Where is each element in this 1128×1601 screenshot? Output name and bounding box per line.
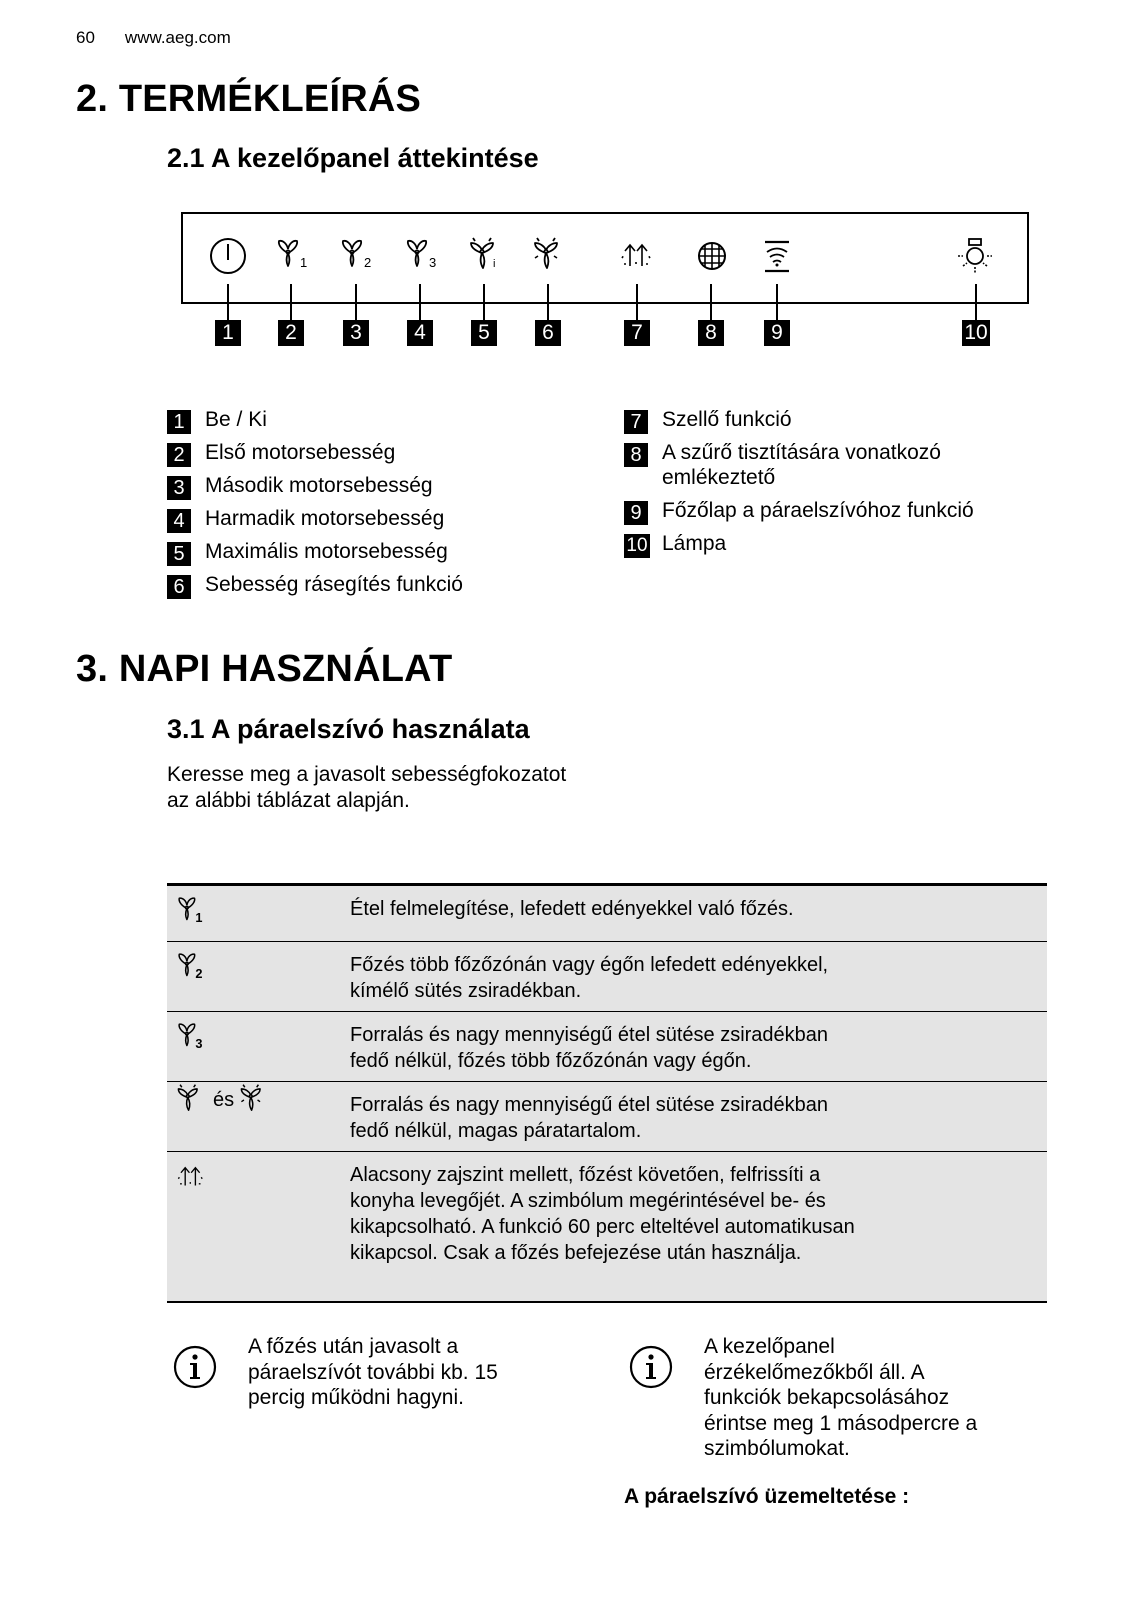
legend-item bbox=[624, 408, 1024, 433]
fan-boost-icon bbox=[238, 1083, 272, 1117]
leader-line bbox=[636, 284, 638, 320]
legend-label: Maximális motorsebesség bbox=[205, 540, 448, 563]
leader-line bbox=[355, 284, 357, 320]
leader-line bbox=[419, 284, 421, 320]
section-2-1-title: 2.1 A kezelőpanel áttekintése bbox=[167, 143, 539, 173]
usage-table bbox=[167, 883, 1047, 1303]
svg-text:3: 3 bbox=[429, 255, 437, 270]
breeze-icon bbox=[618, 236, 658, 276]
legend-label: Szellő funkció bbox=[662, 408, 792, 431]
legend-item bbox=[167, 507, 587, 532]
intro-text: Keresse meg a javasolt sebességfokozatot az alábbi táblázat alapján. bbox=[167, 763, 567, 812]
svg-text:3: 3 bbox=[195, 1036, 203, 1052]
table-symbol-cell bbox=[167, 1082, 350, 1122]
table-symbol-cell bbox=[167, 1152, 350, 1301]
legend-label: Sebesség rásegítés funkció bbox=[205, 573, 463, 596]
legend-label: A szűrő tisztítására vonatkozó emlékeztető bbox=[662, 441, 941, 489]
table-text-cell: Forralás és nagy mennyiségű étel sütése zsiradékban fedő nélkül, főzés több főzőzónán vagy égőn. bbox=[350, 1024, 829, 1072]
fan-speed-2-icon bbox=[175, 950, 209, 984]
section-2-title: 2. TERMÉKLEÍRÁS bbox=[76, 78, 422, 120]
svg-text:2: 2 bbox=[364, 255, 372, 270]
legend-item bbox=[167, 540, 587, 565]
legend-number: 3 bbox=[167, 476, 191, 500]
callout-number: 5 bbox=[471, 320, 497, 346]
legend-left bbox=[167, 408, 587, 606]
legend-label: Harmadik motorsebesség bbox=[205, 507, 445, 530]
section-3-1-title: 3.1 A páraelszívó használata bbox=[167, 714, 530, 744]
legend-item bbox=[167, 573, 587, 598]
fan-speed-3-icon bbox=[403, 236, 443, 276]
lamp-icon bbox=[955, 236, 995, 276]
legend-label: Első motorsebesség bbox=[205, 441, 396, 464]
legend-number: 5 bbox=[167, 542, 191, 566]
table-symbol-cell bbox=[167, 942, 350, 1011]
callout-number: 1 bbox=[215, 320, 241, 346]
info-icon bbox=[628, 1344, 674, 1390]
legend-item bbox=[624, 499, 1024, 524]
leader-line bbox=[776, 284, 778, 320]
fan-speed-1-icon bbox=[175, 894, 209, 928]
leader-line bbox=[547, 284, 549, 320]
table-text-cell: Forralás és nagy mennyiségű étel sütése zsiradékban fedő nélkül, magas páratartalom. bbox=[350, 1094, 829, 1142]
breeze-icon bbox=[175, 1160, 209, 1194]
page-header bbox=[76, 28, 261, 48]
operation-heading: A páraelszívó üzemeltetése : bbox=[624, 1485, 910, 1508]
table-row bbox=[167, 1011, 1047, 1081]
fan-speed-4-icon bbox=[467, 236, 507, 276]
svg-text:2: 2 bbox=[195, 966, 203, 982]
table-row bbox=[167, 1081, 1047, 1151]
legend-label: Be / Ki bbox=[205, 408, 267, 431]
leader-line bbox=[975, 284, 977, 320]
legend-item bbox=[167, 474, 587, 499]
fan-boost-icon bbox=[531, 236, 571, 276]
leader-line bbox=[483, 284, 485, 320]
svg-text:1: 1 bbox=[300, 255, 308, 270]
callout-number: 6 bbox=[535, 320, 561, 346]
connector-text: és bbox=[213, 1088, 235, 1111]
table-text-cell: Étel felmelegítése, lefedett edényekkel való főzés. bbox=[350, 898, 794, 920]
legend-number: 4 bbox=[167, 509, 191, 533]
power-icon bbox=[208, 236, 248, 276]
page-number: 60 bbox=[76, 28, 95, 47]
table-row bbox=[167, 886, 1047, 941]
table-row bbox=[167, 941, 1047, 1011]
legend-item bbox=[624, 532, 1024, 557]
svg-text:1: 1 bbox=[195, 910, 203, 926]
note-text: A kezelőpanel érzékelőmezőkből áll. A funkciók bekapcsolásához érintse meg 1 másodpercre a szimbólumokat. bbox=[704, 1335, 978, 1460]
fan-speed-3-icon bbox=[175, 1020, 209, 1054]
legend-number: 8 bbox=[624, 443, 648, 467]
page-url: www.aeg.com bbox=[124, 28, 231, 47]
callout-number: 2 bbox=[278, 320, 304, 346]
grease-filter-icon bbox=[692, 236, 732, 276]
legend-right bbox=[624, 408, 1024, 565]
note-text: A főzés után javasolt a páraelszívót további kb. 15 percig működni hagyni. bbox=[248, 1335, 498, 1409]
svg-text:i: i bbox=[493, 258, 496, 270]
legend-number: 10 bbox=[624, 534, 650, 558]
table-row bbox=[167, 1151, 1047, 1301]
info-icon bbox=[172, 1344, 218, 1390]
legend-number: 9 bbox=[624, 501, 648, 525]
callout-number: 7 bbox=[624, 320, 650, 346]
table-symbol-cell bbox=[167, 1012, 350, 1081]
callout-number: 9 bbox=[764, 320, 790, 346]
leader-line bbox=[227, 284, 229, 320]
fan-speed-4-icon bbox=[175, 1083, 209, 1117]
legend-number: 6 bbox=[167, 575, 191, 599]
legend-label: Második motorsebesség bbox=[205, 474, 433, 497]
table-symbol-cell bbox=[167, 886, 350, 941]
hob-to-hood-icon bbox=[757, 236, 797, 276]
fan-speed-2-icon bbox=[338, 236, 378, 276]
section-3-title: 3. NAPI HASZNÁLAT bbox=[76, 648, 453, 690]
table-text-cell: Főzés több főzőzónán vagy égőn lefedett edényekkel, kímélő sütés zsiradékban. bbox=[350, 954, 829, 1002]
fan-speed-1-icon bbox=[274, 236, 314, 276]
leader-line bbox=[710, 284, 712, 320]
table-text-cell: Alacsony zajszint mellett, főzést követően, felfrissíti a konyha levegőjét. A szimbólum megérintésével be- és kikapcsolható. A funkció 60 perc elteltével automatikusan kikapcsol. Csak a főzés befejezése után használja. bbox=[350, 1164, 855, 1264]
callout-number: 10 bbox=[962, 320, 990, 346]
leader-line bbox=[290, 284, 292, 320]
legend-number: 2 bbox=[167, 443, 191, 467]
callout-number: 3 bbox=[343, 320, 369, 346]
callout-number: 8 bbox=[698, 320, 724, 346]
legend-label: Főzőlap a páraelszívóhoz funkció bbox=[662, 498, 974, 522]
legend-item bbox=[167, 441, 587, 466]
legend-item bbox=[624, 441, 1024, 490]
legend-number: 1 bbox=[167, 410, 191, 434]
legend-number: 7 bbox=[624, 410, 648, 434]
callout-number: 4 bbox=[407, 320, 433, 346]
legend-item bbox=[167, 408, 587, 433]
legend-label: Lámpa bbox=[662, 531, 727, 555]
